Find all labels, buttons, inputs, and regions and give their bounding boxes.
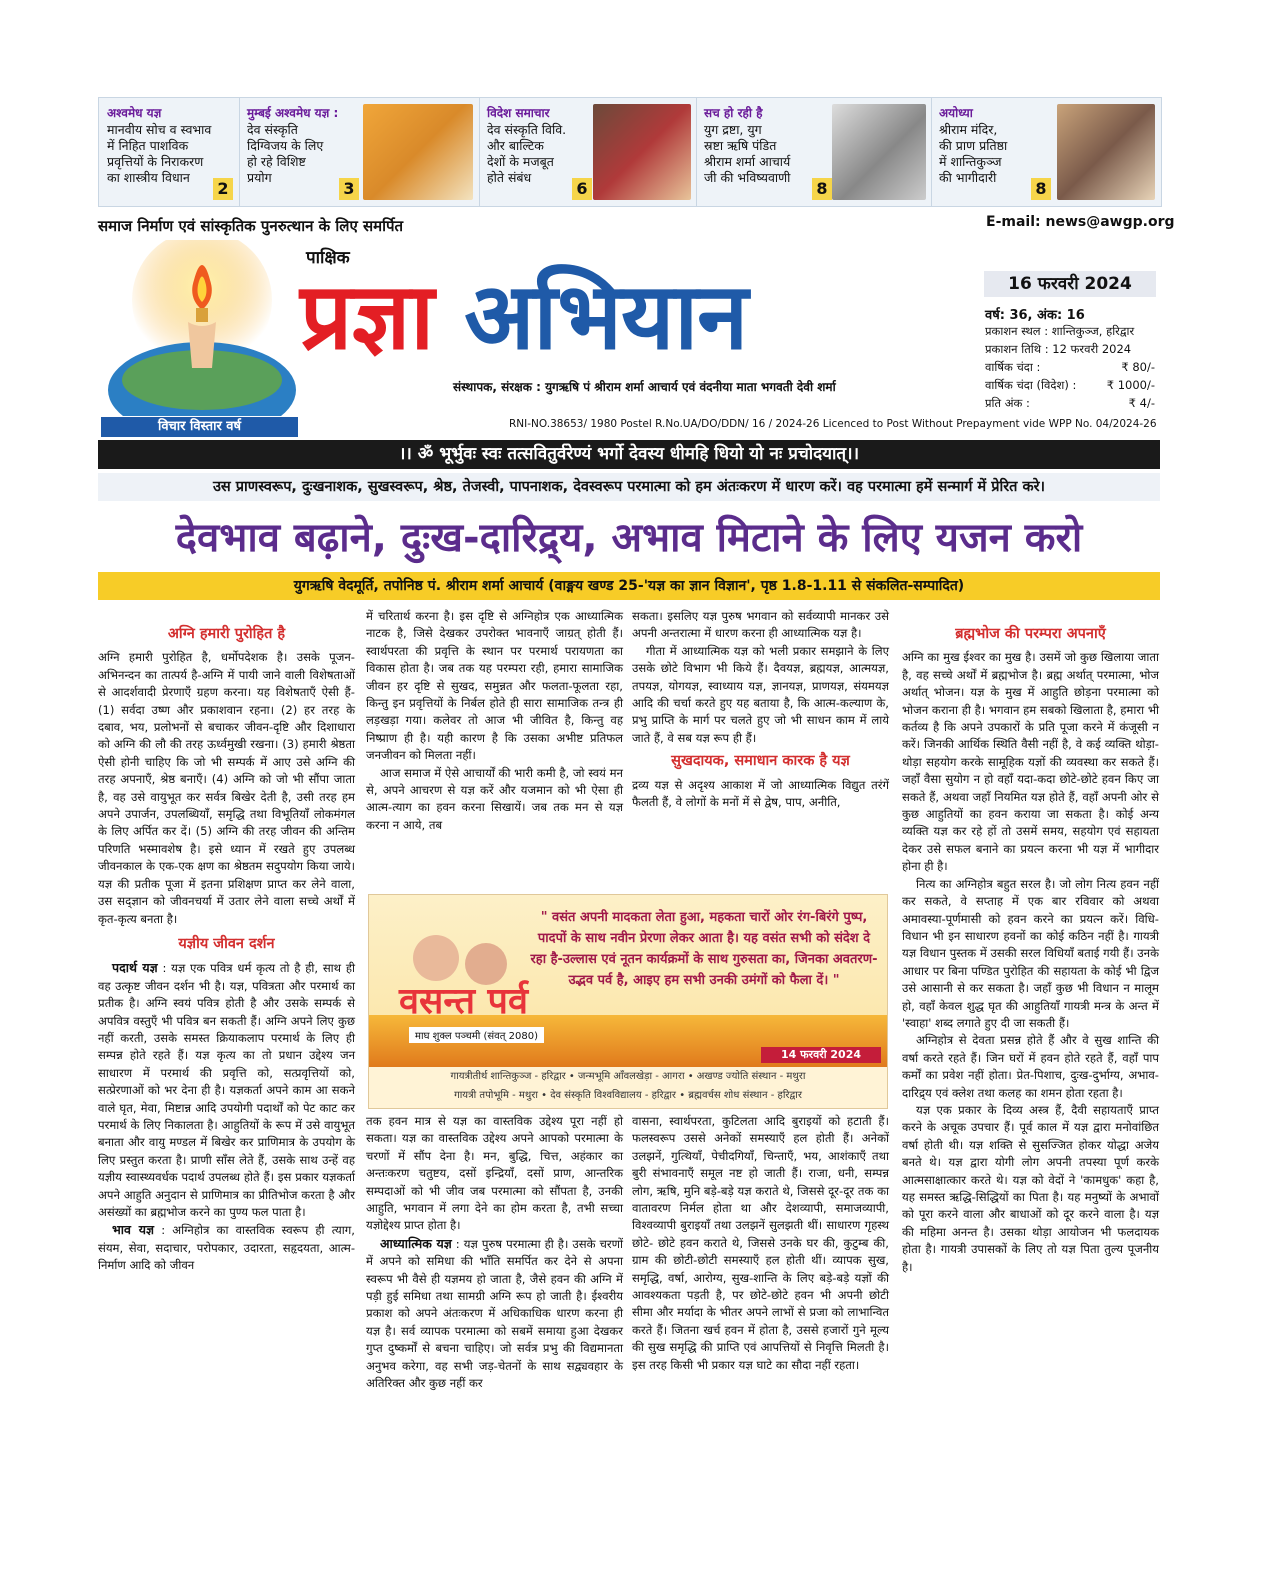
teaser-page-number: 2 — [213, 178, 233, 200]
gayatri-mantra-band: ।। ॐ भूर्भुवः स्वः तत्सवितुर्वरेण्यं भर्गो देवस्य धीमहि धियो यो नः प्रचोदयात्।। — [98, 440, 1160, 469]
teaser-page-number: 6 — [572, 178, 592, 200]
banner-quote: " वसंत अपनी मादकता लेता हुआ, महकता चारों ओर रंग-बिरंगे पुष्प, पादपों के साथ नवीन प्रेरणा लेकर आता है। यह वसंत सभी को संदेश दे रहा है-उल्लास एवं नूतन कार्यक्रमों के साथ गुरुसता का, जिनका अवतरण-उद्भव पर्व है, आइए हम सभी उनकी उमंगों को फैला दें। " — [530, 910, 878, 988]
teaser-page-number: 3 — [339, 178, 359, 200]
paragraph: में चरितार्थ करना है। इस दृष्टि से अग्निहोत्र एक आध्यात्मिक नाटक है, जिसे देखकर उपरोक्त भावनाएँ जाग्रत् होती हैं। स्वार्थपरता की प्रवृत्ति के स्थान पर परमार्थ परायणता का विकास होता है। जब तक यह परम्परा रही, हमारा सामाजिक जीवन हर दृष्टि से सुखद, समुन्नत और फलता-फूलता रहा, किन्तु इन प्रवृत्तियों के निर्बल होते ही सारा सामाजिक तन्त्र ही लड़खड़ा गया। कलेवर तो आज भी जीवित है, किन्तु वह निष्प्राण ही है। यही कारण है कि उसका अभीष्ट प्रतिफल जनजीवन को मिलता नहीं। — [366, 609, 623, 763]
volume-issue: वर्ष: 36, अंक: 16 — [985, 308, 1085, 323]
teaser-page-number: 8 — [1031, 178, 1051, 200]
article-column-2-bottom — [366, 1113, 623, 1393]
paragraph: पदार्थ यज्ञ : यज्ञ एक पवित्र धर्म कृत्य तो है ही, साथ ही वह उत्कृष्ट जीवन दर्शन भी है। यज्ञ, पवित्रता और परमार्थ का प्रतीक है। अग्नि स्वयं पवित्र होती है और उसके सम्पर्क से अपवित्र वस्तुएँ भी पवित्र बन सकती हैं। अग्नि अपने लिए कुछ नहीं करती, उसके समस्त क्रियाकलाप परमार्थ के लिए ही सम्पन्न होते रहते हैं। यज्ञ कृत्य का तो प्रधान उद्देश्य जन साधारण में परमार्थ की प्रवृत्ति को, सत्प्रवृत्तियों को, सत्प्रेरणाओं को भर देना ही है। यज्ञकर्ता अपने काम आ सकने वाले घृत, मेवा, मिष्टान्न आदि उपयोगी पदार्थों को पेट काट कर परमार्थ के लिए निकालता है। आहुतियों के रूप में उसे वायुभूत बनाता और वायु मण्डल में बिखेर कर प्राणिमात्र के उपयोग के लिए प्रस्तुत करता है। प्राणी साँस लेते हैं, उसके साथ उन्हें वह यज्ञीय स्वास्थ्यवर्धक पदार्थ उपलब्ध होते हैं। इस प्रकार यज्ञकर्ता अपने आहुति अनुदान से प्राणिमात्र का प्रीतिभोज करता है और असंख्यों का ब्रह्मभोज करने का पुण्य फल पाता है। — [98, 960, 355, 1219]
masthead-title-part1: प्रज्ञा — [300, 263, 434, 370]
per-copy-price: प्रति अंक : ₹ 4/- — [985, 396, 1155, 410]
paragraph: गीता में आध्यात्मिक यज्ञ को भली प्रकार समझाने के लिए उसके छोटे विभाग भी किये हैं। दैवयज्ञ, ब्रह्मयज्ञ, आत्मयज्ञ, तपयज्ञ, योगयज्ञ, स्वाध्याय यज्ञ, ज्ञानयज्ञ, प्राणयज्ञ, संयमयज्ञ आदि की चर्चा करते हुए यह बताया है, कि आत्म-कल्याण के, प्रभु प्राप्ति के मार्ग पर चलते हुए जो भी साधन काम में लाये जाते हैं, वे सब यज्ञ रूप ही हैं। — [632, 643, 889, 745]
teaser-item[interactable] — [239, 98, 480, 206]
mantra-translation: उस प्राणस्वरूप, दुःखनाशक, सुखस्वरूप, श्रेष्ठ, तेजस्वी, पापनाशक, देवस्वरूप परमात्मा को हम अंतःकरण में धारण करें। वह परमात्मा हमें सन्मार्ग में प्रेरित करे। — [98, 473, 1160, 501]
teaser-text: युग द्रष्टा, युग स्रष्टा ऋषि पंडित श्रीराम शर्मा आचार्य जी की भविष्यवाणी — [704, 122, 791, 185]
teaser-title: अश्वमेध यज्ञ — [107, 106, 162, 120]
paragraph: तक हवन मात्र से यज्ञ का वास्तविक उद्देश्य पूरा नहीं हो सकता। यज्ञ का वास्तविक उद्देश्य अपने आपको परमात्मा के चरणों में सौंप देना है। मन, बुद्धि, चित्त, अहंकार का अन्तःकरण चतुष्टय, दसों इन्द्रियाँ, दसों प्राण, आन्तरिक सम्पदाओं को भी जीव जब परमात्मा को सौंपता है, उनकी आहुति, भगवान में लगा देने का होम करता है, तभी सच्चा यज्ञोद्देश्य प्राप्त होता है। — [366, 1114, 623, 1233]
article-column-4 — [902, 622, 1159, 1276]
teaser-photo — [1057, 104, 1155, 200]
paragraph: नित्य का अग्निहोत्र बहुत सरल है। जो लोग नित्य हवन नहीं कर सकते, वे सप्ताह में एक बार रविवार को अथवा अमावस्या-पूर्णमासी को हवन करने का प्रयत्न करें। विधि-विधान भी इन साधारण हवनों का कोई कठिन नहीं है। गायत्री यज्ञ विधान पुस्तक में उसकी सरल विधियाँ बताई गयी हैं। उनके आधार पर बिना पण्डित पुरोहित की सहायता के कोई भी द्विज उसे आसानी से कर सकता है। जहाँ कुछ भी विधान न मालूम हो, वहाँ केवल शुद्ध घृत की आहुतियाँ गायत्री मन्त्र के अन्त में 'स्वाहा' शब्द लगाते हुए दी जा सकती हैं। — [902, 876, 1159, 1030]
tagline: समाज निर्माण एवं सांस्कृतिक पुनरुत्थान के लिए समर्पित — [98, 217, 404, 235]
publication-date: प्रकाशन तिथि : 12 फरवरी 2024 — [985, 342, 1132, 356]
masthead-title — [300, 262, 747, 372]
teaser-item[interactable] — [479, 98, 697, 206]
teaser-title: सच हो रही है — [704, 106, 763, 120]
banner-footer: गायत्रीतीर्थ शान्तिकुञ्ज - हरिद्वार • जन्मभूमि आँवलखेड़ा - आगरा • अखण्ड ज्योति संस्थान - मथुरा गायत्री तपोभूमि - मथुरा • देव संस्कृति विश्वविद्यालय - हरिद्वार • ब्रह्मवर्चस शोध संस्थान - हरिद्वार — [369, 1067, 887, 1108]
festival-name: वसन्त पर्व — [399, 981, 528, 1022]
registration-line: RNI-NO.38653/ 1980 Postel R.No.UA/DO/DDN/ 16 / 2024-26 Licenced to Post Without Prepayment vide WPP No. 04/2024-26 — [509, 418, 1157, 430]
article-byline: युगऋषि वेदमूर्ति, तपोनिष्ठ पं. श्रीराम शर्मा आचार्य (वाङ्मय खण्ड 25-'यज्ञ का ज्ञान विज्ञान', पृष्ठ 1.8-1.11 से संकलित-सम्पादित) — [98, 572, 1160, 600]
teaser-text: देव संस्कृति विवि. और बाल्टिक देशों के मजबूत होते संबंध — [487, 122, 567, 185]
frequency-label: पाक्षिक — [306, 248, 350, 268]
main-headline: देवभाव बढ़ाने, दुःख-दारिद्र्य, अभाव मिटाने के लिए यजन करो — [175, 515, 1083, 561]
paragraph: सकता। इसलिए यज्ञ पुरुष भगवान को सर्वव्यापी मानकर उसे अपनी अन्तरात्मा में धारण करना ही आध्यात्मिक यज्ञ है। — [632, 609, 889, 641]
section-heading: यज्ञीय जीवन दर्शन — [178, 935, 275, 952]
section-heading: ब्रह्मभोज की परम्परा अपनाएँ — [955, 626, 1106, 642]
torch-globe-logo-icon — [104, 240, 300, 416]
teaser-text: श्रीराम मंदिर, की प्राण प्रतिष्ठा में शान्तिकुञ्ज की भागीदारी — [939, 122, 1008, 185]
teaser-text: देव संस्कृति दिग्विजय के लिए हो रहे विशिष्ट प्रयोग — [247, 122, 324, 185]
paragraph: यज्ञ एक प्रकार के दिव्य अस्त्र हैं, दैवी सहायताएँ प्राप्त करने के अचूक उपचार हैं। पूर्व काल में यज्ञ द्वारा मनोवांछित वर्षा होती थी। यज्ञ शक्ति से सुसज्जित होकर योद्धा अजेय बनते थे। यज्ञ द्वारा योगी लोग अपनी तपस्या पूर्ण करके आत्मसाक्षात्कार करते थे। यज्ञ को वेदों ने 'कामधुक' कहा है, यह समस्त ऋद्धि-सिद्धियों का पिता है। यह मनुष्यों के अभावों को पूरा करने वाला और बाधाओं को दूर करने वाला है। यज्ञ की महिमा अनन्त है। उसका थोड़ा आयोजन भी फलदायक होता है। गायत्री उपासकों के लिए तो यज्ञ पिता तुल्य पूजनीय है। — [902, 1102, 1159, 1274]
annual-subscription: वार्षिक चंदा : ₹ 80/- — [985, 360, 1155, 374]
publication-place: प्रकाशन स्थल : शान्तिकुञ्ज, हरिद्वार — [985, 324, 1135, 338]
teaser-text: मानवीय सोच व स्वभाव में निहित पाशविक प्रवृत्तियों के निराकरण का शास्त्रीय विधान — [107, 122, 212, 185]
year-label: विचार विस्तार वर्ष — [101, 417, 298, 437]
teaser-item[interactable] — [99, 98, 240, 206]
teaser-photo — [832, 104, 926, 200]
teaser-strip — [98, 97, 1162, 207]
paragraph: अग्निहोत्र से देवता प्रसन्न होते हैं और वे सुख शान्ति की वर्षा करते रहते हैं। जिन घरों में हवन होते रहते हैं, वहाँ पाप कर्मों का प्रवेश नहीं होता। प्रेत-पिशाच, दुःख-दुर्भाग्य, अभाव-दारिद्र्य एवं क्लेश तथा कलह का शमन होता रहता है। — [902, 1033, 1159, 1100]
section-heading: अग्नि हमारी पुरोहित है — [167, 626, 286, 642]
paragraph: आज समाज में ऐसे आचार्यों की भारी कमी है, जो स्वयं मन से, अपने आचरण से यज्ञ करें और यजमान को भी ऐसा ही आत्म-त्याग का हवन करना सिखायें। जब तक मन से यज्ञ करना न आये, तब — [366, 765, 623, 832]
teaser-item[interactable] — [696, 98, 932, 206]
article-column-3-bottom — [632, 1113, 889, 1374]
teaser-item[interactable] — [931, 98, 1161, 206]
vasant-parv-banner — [368, 894, 888, 1109]
section-heading: सुखदायक, समाधान कारक है यज्ञ — [671, 753, 850, 770]
teaser-photo — [363, 104, 473, 200]
festival-date: 14 फरवरी 2024 — [761, 1047, 881, 1063]
teaser-title: मुम्बई अश्वमेध यज्ञ : — [247, 106, 339, 120]
paragraph: अग्नि का मुख ईश्वर का मुख है। उसमें जो कुछ खिलाया जाता है, वह सच्चे अर्थों में ब्रह्मभोज है। ब्रह्म अर्थात् परमात्मा, भोज अर्थात् भोजन। यज्ञ के मुख में आहुति छोड़ना परमात्मा को भोजन कराना ही है। भगवान हम सबको खिलाता है, हमारा भी कर्तव्य है कि अपने उपकारों के प्रति पूजा करने में कंजूसी न करें। जिनकी आर्थिक स्थिति वैसी नहीं है, वे कई व्यक्ति थोड़ा-थोड़ा सहयोग करके सामूहिक यज्ञों की व्यवस्था कर सकते हैं। जहाँ वैसा सुयोग न हो वहाँ यदा-कदा छोटे-छोटे हवन किए जा सकते हैं, अथवा जहाँ नियमित यज्ञ होते हैं, वहाँ अपनी ओर से कुछ आहुतियों का हवन कराया जा सकता है। कोई अन्य व्यक्ति यज्ञ कर रहे हों तो उसमें समय, सहयोग एवं सहायता देकर उसे सफल बनाने का प्रयत्न करना भी यज्ञ में भागीदार होना ही है। — [902, 650, 1159, 874]
paragraph: वासना, स्वार्थपरता, कुटिलता आदि बुराइयों को हटाती हैं। फलस्वरूप उससे अनेकों समस्याएँ हल होती हैं। अनेकों उलझनें, गुत्थियाँ, पेचीदगियाँ, चिन्ताएँ, भय, आशंकाएँ तथा बुरी संभावनाएँ समूल नष्ट हो जाती हैं। राजा, धनी, सम्पन्न लोग, ऋषि, मुनि बड़े-बड़े यज्ञ कराते थे, जिससे दूर-दूर तक का वातावरण निर्मल होता था और देशव्यापी, समाजव्यापी, विश्वव्यापी बुराइयाँ तथा उलझनें सुलझती थीं। साधारण गृहस्थ छोटे- छोटे हवन कराते थे, जिससे उनके घर की, कुटुम्ब की, ग्राम की छोटी-छोटी समस्याएँ हल होती थीं। व्यापक सुख, समृद्धि, वर्षा, आरोग्य, सुख-शान्ति के लिए बड़े-बड़े यज्ञों की आवश्यकता पड़ती है, पर छोटे-छोटे हवन भी अपनी छोटी सीमा और मर्यादा के भीतर अपने लाभों से प्रजा को लाभान्वित करते हैं। जितना खर्च हवन में होता है, उससे हजारों गुने मूल्य की सुख समृद्धि की प्राप्ति एवं आपत्तियों से निवृत्ति मिलती है। इस तरह किसी भी प्रकार यज्ञ घाटे का सौदा नहीं रहता। — [632, 1114, 889, 1372]
article-column-1 — [98, 622, 355, 1275]
paragraph: अग्नि हमारी पुरोहित है, धर्मोपदेशक है। उसके पूजन-अभिनन्दन का तात्पर्य है-अग्नि में पायी जाने वाली विशेषताओं से आदर्शवादी प्रेरणाएँ ग्रहण करना। यह विशेषताएँ ऐसी हैं- (1) सर्वदा उष्ण और प्रकाशवान रहना। (2) हर तरह के दबाव, भय, प्रलोभनों से बचाकर जीवन-दृष्टि और दिशाधारा को अग्नि की लौ की तरह ऊर्ध्वमुखी रखना। (3) हमारी श्रेष्ठता ऐसी होनी चाहिए कि जो भी सम्पर्क में आए उसे अग्नि की तरह अपनाएँ, श्रेष्ठ बनाएँ। (4) अग्नि को जो भी सौंपा जाता है, वह उसे वायुभूत कर सर्वत्र बिखेर देती है, उसी तरह हम अपने उपार्जन, उपलब्धियाँ, समृद्धि तथा विभूतियाँ लोकमंगल के लिए अर्पित कर दें। (5) अग्नि की तरह जीवन की अन्तिम परिणति भस्मावशेष है। इसे ध्यान में रखते हुए उपलब्ध जीवनकाल के एक-एक क्षण का श्रेष्ठतम सदुपयोग किया जाये। यज्ञ की प्रतीक पूजा में इतना प्रशिक्षण प्राप्त कर लेने वाला, उस सद्ज्ञान को जीवनचर्या में उतार लेने वाला सच्चे अर्थों में कृत-कृत्य बनता है। — [98, 650, 355, 926]
article-column-3-top — [632, 608, 889, 811]
issue-date: 16 फरवरी 2024 — [984, 271, 1156, 297]
paragraph: द्रव्य यज्ञ से अदृश्य आकाश में जो आध्यात्मिक विद्युत तरंगें फैलती हैं, वे लोगों के मनों में से द्वेष, पाप, अनीति, — [632, 777, 889, 810]
teaser-title: विदेश समाचार — [487, 106, 550, 120]
email-link[interactable]: E-mail: news@awgp.org — [986, 214, 1175, 230]
paragraph: आध्यात्मिक यज्ञ : यज्ञ पुरुष परमात्मा ही है। उसके चरणों में अपने को समिधा की भाँति समर्पित कर देने से अपना स्वरूप भी वैसे ही यज्ञमय हो जाता है, जैसे हवन की अग्नि में पड़ी हुई समिधा तथा सामग्री अग्नि रूप हो जाती है। ईश्वरीय प्रकाश को अपने अंतःकरण में अधिकाधिक धारण करना ही यज्ञ है। सर्व व्यापक परमात्मा को सबमें समाया हुआ देखकर गुप्त दुष्कर्मों से बचना चाहिए। जो सर्वत्र प्रभु की विद्यमानता अनुभव करेगा, वह सभी जड़-चेतनों के साथ सद्व्यवहार के अतिरिक्त और कुछ नहीं कर — [366, 1235, 624, 1391]
teaser-photo — [593, 104, 691, 200]
article-column-2-top — [366, 608, 623, 834]
festival-subtitle: माघ शुक्ल पञ्चमी (संवत् 2080) — [409, 1027, 544, 1043]
masthead-title-part2: अभियान — [464, 263, 748, 370]
foreign-subscription: वार्षिक चंदा (विदेश) : ₹ 1000/- — [985, 378, 1155, 392]
teaser-title: अयोध्या — [939, 106, 973, 120]
paragraph: भाव यज्ञ : अग्निहोत्र का वास्तविक स्वरूप ही त्याग, संयम, सेवा, सदाचार, परोपकार, उदारता, सहृदयता, आत्म-निर्माण आदि को जीवन — [98, 1222, 355, 1273]
founder-line: संस्थापक, संरक्षक : युगऋषि पं श्रीराम शर्मा आचार्य एवं वंदनीया माता भगवती देवी शर्मा — [453, 380, 836, 394]
teaser-page-number: 8 — [812, 178, 832, 200]
